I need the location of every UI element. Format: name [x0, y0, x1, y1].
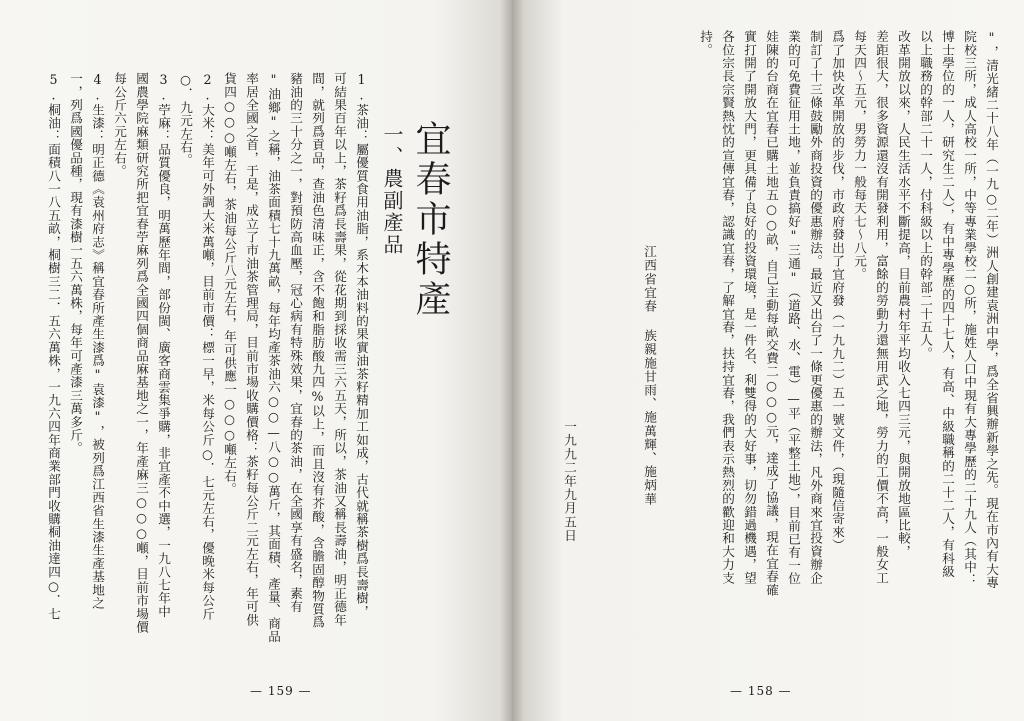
book-gutter	[500, 0, 524, 721]
left-body-text	[46, 72, 372, 682]
text-line: 業的可免費征用土地，並負責搞好"三通"（道路、水、電）—平（平整土地），目前已有一位	[786, 30, 801, 586]
signature-block	[590, 245, 660, 545]
text-line: 各位宗長宗賢熱忱的宣傳宜春，認識宜春，了解宜春，扶持宜春，我們表示熱烈的歡迎和大力支	[720, 30, 735, 585]
text-line: 4.生漆：明正德《袁州府志》稱宜春所產生漆爲"袁漆"，被列爲江西省生漆生產基地之	[90, 72, 105, 610]
text-line: 以上職務的幹部二十一人，付科級以上的幹部二十五人。	[918, 30, 933, 360]
signature-date: 一九九二年九月五日	[562, 420, 577, 543]
text-line: 可結果百年以上，茶籽爲長壽果，從花期到採收需三六五天，所以，茶油又稱長壽油，明正德年	[332, 72, 347, 627]
text-line: 率居全國之首，于是，成立了市油茶管理局，目前市場收購價格：茶籽每公斤二元左右，年可供	[244, 72, 259, 627]
text-line: ○．九元左右。	[178, 72, 193, 167]
text-line: 3.苧麻：品質優良，明萬歷年間，部份閩、廣客商雲集爭購，非宜產不中選，一九八七年中	[156, 72, 171, 618]
section-heading: 一、農副產品	[380, 124, 404, 256]
text-line: 差距很大，很多資源還沒有開發利用，富餘的勞動力還無用武之地，勞力的工價不高，一般女工	[874, 30, 889, 585]
text-line: 間，就列爲貢品，查油色清味正，含不飽和脂肪酸九四%以上，而且沒有芥酸，含膽固醇物質爲	[310, 72, 325, 629]
text-line: 娃陳的台商在宜春已購土地五○○畝，自己主動每畝交費二○○○元，達成了協議，現在宜春確	[764, 30, 779, 597]
text-line: 一，列爲國優品種，現有漆樹一五六萬株，每年可產漆三萬多斤。	[68, 72, 83, 455]
text-line: 國農學院麻類研究所把宜春苧麻列爲全國四個商品麻基地之一，年產麻三○○○噸，目前市場價	[134, 72, 149, 634]
page-number-left: — 159 —	[250, 684, 312, 698]
text-line: 貨四○○○噸左右，茶油每公斤八元左右，年可供應一○○○噸左右。	[222, 72, 237, 496]
signature-line: 江西省宜春	[642, 245, 657, 313]
text-line: 院校三所，成人高校一所，中等專業學校二○所，施姓人口中現有大專學歷的二十九人（其中：	[962, 30, 977, 587]
text-line: 實打開了開放大門，更具備了良好的投資環境，是一件名、利雙得的大好事，切勿錯過機遇，望	[742, 30, 757, 585]
page-number-right: — 158 —	[730, 684, 792, 698]
text-line: 博士學位的一人，研究生二人），有中專學歷的四十七人，有高、中級職稱的二十二人，有科級	[940, 30, 955, 579]
text-line: 改革開放以來，人民生活水平不斷提高，目前農村年平均收入七四三元，與開放地區比較，	[896, 30, 911, 558]
text-line: "油鄉"之稱，油茶面積七十九萬畝，每年均產茶油六○○—八○○萬斤，其面積、產量、商品	[266, 72, 281, 644]
signature-line: 族親施甘雨、施萬輝、施炳華	[642, 329, 657, 506]
text-line: "，清光緒二十八年（一九○二年）洲人創建袁洲中學，爲全省興辦新學之先。現在市內有大專	[984, 30, 999, 590]
text-line: 每公斤六元左右。	[112, 72, 127, 178]
text-line: 5.桐油：面積八一八五畝，桐樹三二．五六萬株，一九六四年商業部門收購桐油達四○．七	[46, 72, 61, 621]
page-title: 宜春市特產	[410, 120, 451, 320]
text-line: 1.茶油：屬優質食用油脂，系木本油料的果實油茶籽精加工如成，古代就稱茶樹爲長壽樹，	[354, 72, 369, 618]
text-line: 持。	[698, 30, 713, 57]
text-line: 豬油的三十分之一，對預防高血壓，冠心病有特殊效果，宜春的茶油，在全國享有盛名，素有	[288, 72, 303, 614]
text-line: 2.大米：美年可外調大米萬噸，目前市價：標一早，米每公斤○．七元左右，優晚米每公斤	[200, 72, 215, 621]
text-line: 爲了加快改革開放的步伐，市政府發出了宜府發（一九九二）五一號文件，（現隨信寄來）	[830, 30, 845, 552]
text-line: 制訂了十三條鼓勵外商投資的優惠辦法。最近又出台了一條更優惠的辦法，凡外商來宜投資辦企	[808, 30, 823, 585]
text-line: 每天四～五元，男勞力一般每天七～八元。	[852, 30, 867, 281]
